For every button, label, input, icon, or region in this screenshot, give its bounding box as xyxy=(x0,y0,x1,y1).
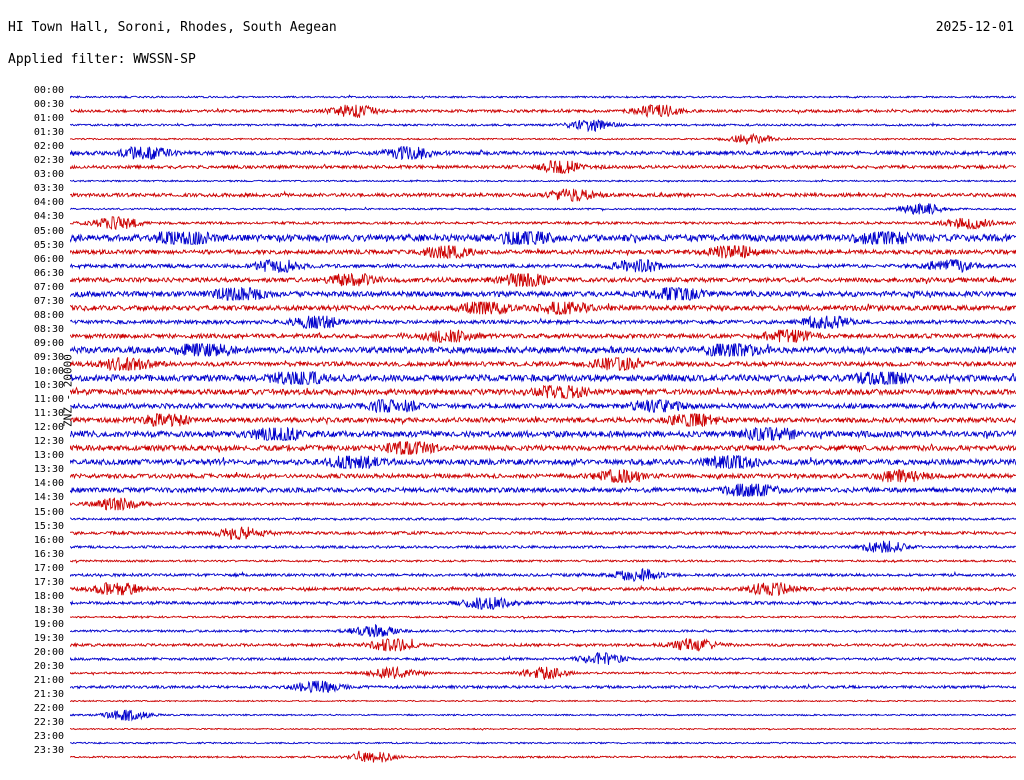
trace-time-label: 14:30 xyxy=(33,492,64,504)
trace-waveform xyxy=(70,610,1016,624)
trace-time-label: 11:30 xyxy=(33,408,64,420)
trace-row xyxy=(33,731,1016,750)
trace-waveform xyxy=(70,371,1016,385)
trace-time-label: 08:00 xyxy=(33,309,64,321)
trace-time-label: 00:30 xyxy=(33,99,64,111)
trace-time-label: 09:00 xyxy=(33,337,64,349)
trace-time-label: 00:00 xyxy=(33,85,64,96)
trace-time-label: 02:30 xyxy=(33,155,64,167)
trace-row xyxy=(33,450,1016,469)
trace-waveform xyxy=(70,146,1016,160)
trace-time-label: 23:30 xyxy=(33,745,64,757)
trace-time-label: 15:00 xyxy=(33,506,64,518)
trace-row xyxy=(33,408,1016,427)
trace-waveform xyxy=(70,174,1016,188)
trace-waveform xyxy=(70,427,1016,441)
trace-row xyxy=(33,99,1016,118)
trace-time-label: 10:30 xyxy=(33,380,64,392)
trace-row xyxy=(33,492,1016,511)
trace-time-label: 05:30 xyxy=(33,239,64,251)
trace-row xyxy=(33,351,1016,371)
trace-time-label: 06:30 xyxy=(33,267,64,279)
trace-row xyxy=(33,436,1016,455)
trace-row xyxy=(33,422,1016,441)
trace-time-label: 04:00 xyxy=(33,197,64,209)
trace-waveform xyxy=(70,104,1016,118)
trace-waveform xyxy=(70,118,1016,132)
trace-time-label: 18:30 xyxy=(33,604,64,616)
trace-time-label: 18:00 xyxy=(33,590,64,602)
trace-waveform xyxy=(70,231,1016,245)
trace-waveform xyxy=(70,666,1016,680)
trace-time-label: 03:30 xyxy=(33,183,64,195)
trace-time-label: 19:30 xyxy=(33,632,64,644)
trace-waveform xyxy=(70,722,1016,736)
trace-time-label: 01:30 xyxy=(33,127,64,139)
trace-waveform xyxy=(70,188,1016,202)
trace-time-label: 20:30 xyxy=(33,661,64,673)
trace-row xyxy=(33,155,1016,174)
trace-waveform xyxy=(70,329,1016,343)
trace-row xyxy=(33,380,1016,399)
trace-row xyxy=(33,647,1016,666)
trace-row xyxy=(33,703,1016,722)
trace-time-label: 21:00 xyxy=(33,675,64,687)
trace-time-label: 19:00 xyxy=(33,618,64,630)
helicorder-plot xyxy=(33,84,1016,768)
trace-time-label: 08:30 xyxy=(33,323,64,335)
trace-time-label: 20:00 xyxy=(33,647,64,658)
trace-waveform xyxy=(70,582,1016,596)
trace-waveform xyxy=(70,497,1016,511)
trace-row xyxy=(33,394,1016,413)
trace-waveform xyxy=(70,624,1016,638)
trace-waveform xyxy=(70,385,1016,399)
trace-waveform xyxy=(70,596,1016,610)
trace-row xyxy=(33,183,1016,202)
header-date: 2025-12-01 xyxy=(935,20,1014,35)
trace-row xyxy=(33,113,1016,132)
trace-row xyxy=(33,366,1016,385)
trace-row xyxy=(33,478,1016,497)
trace-waveform xyxy=(70,413,1016,427)
trace-waveform xyxy=(70,652,1016,666)
trace-waveform xyxy=(70,441,1016,455)
trace-time-label: 04:30 xyxy=(33,211,64,223)
trace-waveform xyxy=(70,638,1016,652)
trace-row xyxy=(33,141,1016,160)
trace-time-label: 22:00 xyxy=(33,703,64,715)
trace-time-label: 13:00 xyxy=(33,450,64,462)
trace-waveform xyxy=(70,315,1016,329)
trace-waveform xyxy=(70,399,1016,413)
header-title: HI Town Hall, Soroni, Rhodes, South Aegean xyxy=(8,20,337,35)
trace-time-label: 16:30 xyxy=(33,548,64,560)
header-filter: Applied filter: WWSSN-SP xyxy=(8,52,196,67)
trace-row xyxy=(33,675,1016,694)
trace-row xyxy=(33,211,1016,230)
trace-time-label: 13:30 xyxy=(33,464,64,476)
trace-row xyxy=(33,689,1016,708)
trace-time-label: 22:30 xyxy=(33,717,64,729)
trace-waveform xyxy=(70,160,1016,174)
trace-time-label: 21:30 xyxy=(33,689,64,701)
trace-time-label: 02:00 xyxy=(33,141,64,153)
trace-row xyxy=(33,169,1016,188)
trace-time-label: 14:00 xyxy=(33,478,64,490)
trace-waveform xyxy=(70,455,1016,469)
trace-time-label: 16:00 xyxy=(33,534,64,546)
trace-time-label: 07:30 xyxy=(33,295,64,307)
trace-time-label: 23:00 xyxy=(33,731,64,743)
trace-time-label: 07:00 xyxy=(33,281,64,293)
trace-waveform xyxy=(70,216,1016,230)
trace-row xyxy=(33,197,1016,216)
trace-waveform xyxy=(70,736,1016,750)
trace-waveform xyxy=(70,750,1016,764)
trace-waveform xyxy=(70,483,1016,497)
trace-time-label: 15:30 xyxy=(33,520,64,532)
trace-row xyxy=(33,464,1016,483)
trace-waveform xyxy=(70,554,1016,568)
trace-waveform xyxy=(70,568,1016,582)
trace-waveform xyxy=(70,540,1016,554)
trace-time-label: 11:00 xyxy=(33,394,64,406)
trace-waveform xyxy=(70,526,1016,540)
trace-waveform xyxy=(70,259,1016,273)
trace-row xyxy=(33,717,1016,736)
trace-waveform xyxy=(70,708,1016,722)
trace-row xyxy=(33,632,1016,652)
trace-waveform xyxy=(70,680,1016,694)
trace-waveform xyxy=(70,245,1016,259)
trace-time-label: 10:00 xyxy=(33,366,64,377)
trace-time-label: 17:30 xyxy=(33,576,64,588)
trace-time-label: 06:00 xyxy=(33,253,64,265)
trace-waveform xyxy=(70,512,1016,526)
trace-time-label: 01:00 xyxy=(33,113,64,125)
trace-time-label: 12:30 xyxy=(33,436,64,448)
trace-waveform xyxy=(70,357,1016,371)
trace-waveform xyxy=(70,287,1016,301)
trace-row xyxy=(33,85,1016,104)
trace-time-label: 17:00 xyxy=(33,562,64,574)
trace-time-label: 03:00 xyxy=(33,169,64,181)
y-axis-label: ZNZ - 20000 xyxy=(61,354,75,427)
trace-row xyxy=(33,661,1016,680)
trace-row xyxy=(33,745,1016,764)
trace-row xyxy=(33,127,1016,146)
trace-waveform xyxy=(70,132,1016,146)
trace-waveform xyxy=(70,694,1016,708)
trace-waveform xyxy=(70,469,1016,483)
trace-waveform xyxy=(70,301,1016,315)
trace-time-label: 05:00 xyxy=(33,225,64,237)
trace-waveform xyxy=(70,90,1016,104)
trace-waveform xyxy=(70,202,1016,216)
trace-time-label: 12:00 xyxy=(33,422,64,434)
trace-time-label: 09:30 xyxy=(33,351,64,363)
trace-waveform xyxy=(70,343,1016,357)
trace-waveform xyxy=(70,273,1016,287)
